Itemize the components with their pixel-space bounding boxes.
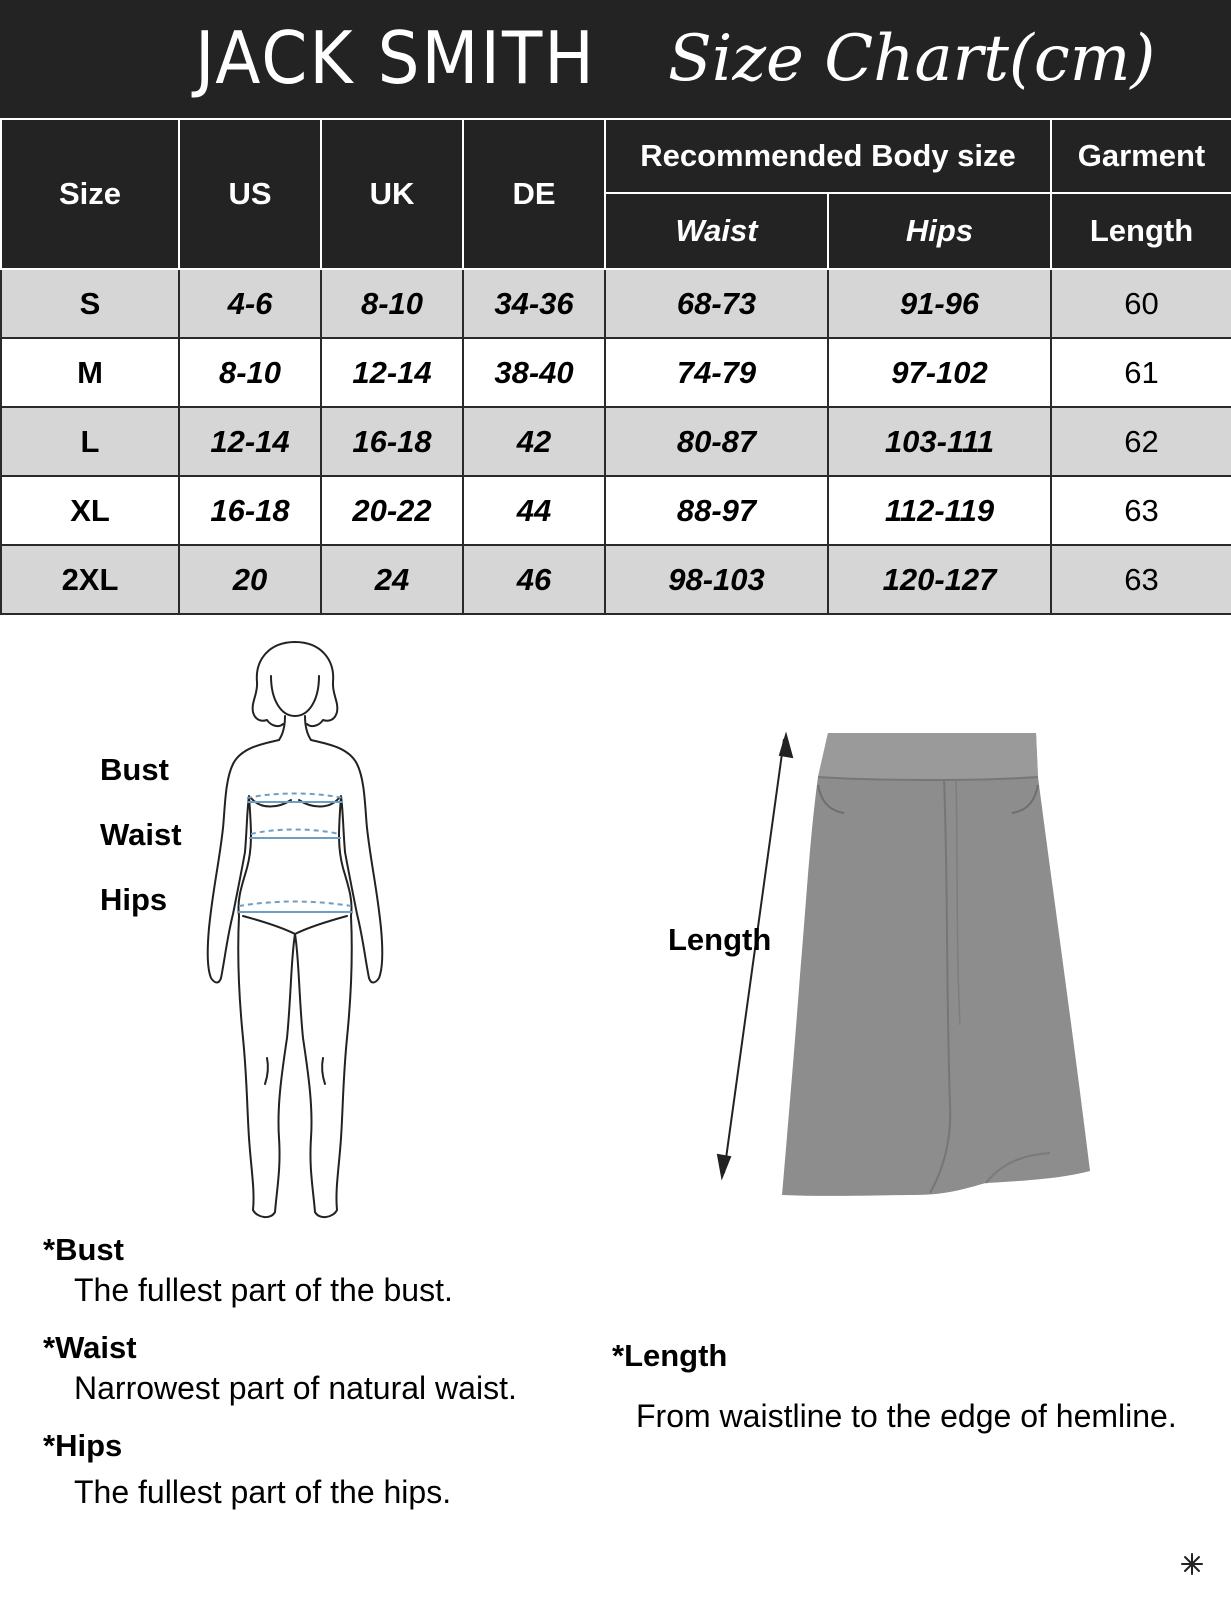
table-row [1,338,1231,407]
skirt-figure-icon [700,725,1110,1205]
figure-label-bust: Bust [100,752,169,787]
cell-us: 12-14 [179,407,321,476]
sparkle-icon [1180,1552,1204,1576]
table-row [1,476,1231,545]
note-term-hips: *Hips [43,1428,123,1463]
cell-length: 63 [1051,476,1231,545]
cell-waist: 98-103 [605,545,828,614]
cell-waist: 80-87 [605,407,828,476]
col-header-waist: Waist [605,193,828,269]
cell-hips: 103-111 [828,407,1051,476]
note-term-length: *Length [612,1338,728,1373]
body-figure-icon [195,638,395,1238]
cell-de: 44 [463,476,605,545]
page-title: Size Chart(cm) [668,22,1156,96]
cell-waist: 74-79 [605,338,828,407]
cell-hips: 112-119 [828,476,1051,545]
cell-size: L [1,407,179,476]
cell-us: 20 [179,545,321,614]
cell-waist: 88-97 [605,476,828,545]
note-text-bust: The fullest part of the bust. [74,1272,453,1308]
table-row [1,269,1231,338]
cell-uk: 12-14 [321,338,463,407]
cell-uk: 20-22 [321,476,463,545]
col-header-hips: Hips [828,193,1051,269]
cell-size: S [1,269,179,338]
cell-length: 62 [1051,407,1231,476]
cell-hips: 120-127 [828,545,1051,614]
col-header-garment: Garment [1051,119,1231,193]
col-header-body-size: Recommended Body size [605,119,1051,193]
cell-uk: 24 [321,545,463,614]
cell-uk: 16-18 [321,407,463,476]
col-header-de: DE [463,119,605,269]
cell-size: 2XL [1,545,179,614]
cell-us: 16-18 [179,476,321,545]
cell-de: 46 [463,545,605,614]
figure-label-waist: Waist [100,817,182,852]
table-row [1,407,1231,476]
col-header-length: Length [1051,193,1231,269]
brand-logo: JACK SMITH [195,16,596,101]
header-banner [0,0,1231,118]
cell-hips: 91-96 [828,269,1051,338]
cell-us: 4-6 [179,269,321,338]
cell-size: XL [1,476,179,545]
col-header-uk: UK [321,119,463,269]
note-text-length: From waistline to the edge of hemline. [636,1398,1177,1434]
note-term-waist: *Waist [43,1330,137,1365]
cell-length: 61 [1051,338,1231,407]
note-text-hips: The fullest part of the hips. [74,1474,452,1510]
col-header-size: Size [1,119,179,269]
figure-label-length: Length [668,922,772,957]
note-term-bust: *Bust [43,1232,124,1267]
col-header-us: US [179,119,321,269]
cell-hips: 97-102 [828,338,1051,407]
cell-de: 34-36 [463,269,605,338]
table-row [1,545,1231,614]
cell-uk: 8-10 [321,269,463,338]
cell-size: M [1,338,179,407]
figure-label-hips: Hips [100,882,168,917]
cell-de: 42 [463,407,605,476]
cell-us: 8-10 [179,338,321,407]
cell-length: 63 [1051,545,1231,614]
cell-de: 38-40 [463,338,605,407]
cell-waist: 68-73 [605,269,828,338]
cell-length: 60 [1051,269,1231,338]
size-table [0,118,1231,615]
note-text-waist: Narrowest part of natural waist. [74,1370,517,1406]
